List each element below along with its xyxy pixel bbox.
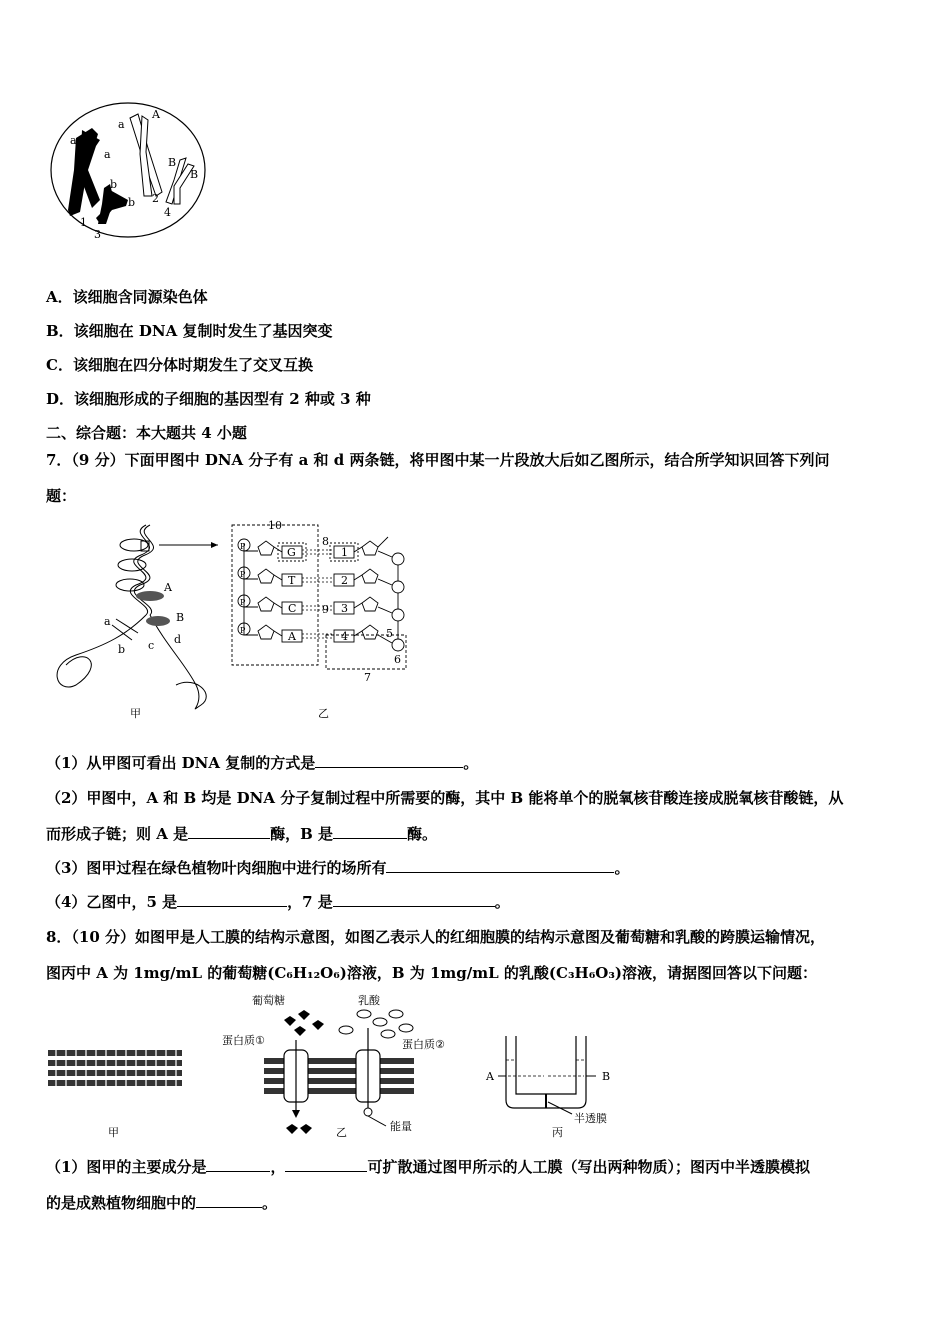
base-label: 4 <box>341 630 348 643</box>
membrane-figure <box>46 990 646 1140</box>
semipermeable-label: 半透膜 <box>574 1112 607 1125</box>
base-label: T <box>288 574 296 587</box>
q7-part2-line1: （2）甲图中，A 和 B 均是 DNA 分子复制过程中所需要的酶，其中 B 能将单个的脱氧核苷酸连接成脱氧核苷酸链，从 <box>46 789 844 807</box>
protein1-label: 蛋白质① <box>222 1034 265 1047</box>
base-label: G <box>287 546 296 559</box>
base-label: A <box>288 630 296 643</box>
answer-blank[interactable] <box>177 892 287 907</box>
fig-yi-caption: 乙 <box>336 1126 347 1139</box>
q7-part2-line2: 而形成子链；则 A 是 酶，B 是 酶。 <box>46 825 438 843</box>
phosphate-label: P <box>240 598 246 607</box>
cell-chromosome-figure <box>48 100 208 240</box>
cell-label: 3 <box>94 228 101 240</box>
protein2-label: 蛋白质② <box>402 1038 445 1051</box>
option-a: A．该细胞含同源染色体 <box>46 288 208 306</box>
yi-label: 8 <box>322 535 329 548</box>
yi-label: 6 <box>394 653 401 666</box>
phosphate-label: P <box>240 570 246 579</box>
yi-diagram <box>232 525 406 669</box>
answer-blank[interactable] <box>196 1193 262 1208</box>
cell-label: a <box>70 134 77 147</box>
answer-blank[interactable] <box>206 1157 270 1172</box>
phosphate-label: P <box>240 626 246 635</box>
jia-label: c <box>148 639 155 652</box>
jia-label: B <box>176 611 185 624</box>
base-label: C <box>288 602 297 615</box>
cell-label: 1 <box>80 216 87 229</box>
section-title: 二、综合题：本大题共 4 小题 <box>46 424 247 442</box>
cell-label: a <box>118 118 125 131</box>
q7-part4: （4）乙图中，5 是 ，7 是 。 <box>46 893 510 911</box>
phosphate-label: P <box>240 542 246 551</box>
answer-blank[interactable] <box>333 892 495 907</box>
cell-label: B <box>190 168 199 181</box>
q8-part1-line1: （1）图甲的主要成分是 ， 可扩散通过图甲所示的人工膜（写出两种物质）；图丙中半透膜模拟 <box>46 1158 810 1176</box>
cell-label: a <box>104 148 111 161</box>
glucose-label: 葡萄糖 <box>252 994 285 1007</box>
option-c: C．该细胞在四分体时期发生了交叉互换 <box>46 356 313 374</box>
base-label: 1 <box>341 546 348 559</box>
jia-label: A <box>164 581 172 594</box>
tube-a-label: A <box>486 1070 494 1083</box>
jia-membrane <box>48 1050 182 1086</box>
cell-label: 4 <box>164 206 171 219</box>
jia-caption: 甲 <box>130 707 141 720</box>
yi-label: 5 <box>386 627 393 640</box>
cell-label: 2 <box>152 192 159 205</box>
tube-b-label: B <box>602 1070 611 1083</box>
yi-caption: 乙 <box>318 707 329 720</box>
answer-blank[interactable] <box>315 753 463 768</box>
answer-blank[interactable] <box>285 1157 367 1172</box>
jia-label: b <box>118 643 126 656</box>
lactic-label: 乳酸 <box>358 994 380 1007</box>
q8-stem-line2: 图丙中 A 为 1mg/mL 的葡萄糖(C₆H₁₂O₆)溶液，B 为 1mg/mL 的乳酸(C₃H₆O₃)溶液，请据图回答以下问题： <box>46 964 817 982</box>
dna-replication-figure <box>46 515 416 725</box>
energy-label: 能量 <box>390 1120 412 1133</box>
yi-label: 7 <box>364 671 371 684</box>
u-tube <box>506 1036 586 1108</box>
jia-label: d <box>174 633 182 646</box>
q7-stem-line2: 题： <box>46 487 77 505</box>
cell-label: b <box>110 178 118 191</box>
cell-label: A <box>152 108 160 121</box>
base-label: 2 <box>341 574 348 587</box>
yi-label: 9 <box>322 603 329 616</box>
option-b: B．该细胞在 DNA 复制时发生了基因突变 <box>46 322 333 340</box>
answer-blank[interactable] <box>386 858 614 873</box>
answer-blank[interactable] <box>188 824 270 839</box>
q8-part1-line2: 的是成熟植物细胞中的 。 <box>46 1194 278 1212</box>
q7-part3: （3）图甲过程在绿色植物叶肉细胞中进行的场所有 。 <box>46 859 630 877</box>
fig-bing-caption: 丙 <box>552 1126 563 1139</box>
jia-label: a <box>104 615 111 628</box>
q7-part1: （1）从甲图可看出 DNA 复制的方式是 。 <box>46 754 479 772</box>
fig-jia-caption: 甲 <box>108 1126 119 1139</box>
answer-blank[interactable] <box>333 824 407 839</box>
q8-stem-line1: 8．（10 分）如图甲是人工膜的结构示意图，如图乙表示人的红细胞膜的结构示意图及葡萄糖和乳酸的跨膜运输情况， <box>46 928 826 946</box>
yi-label: 10 <box>268 519 282 532</box>
base-label: 3 <box>341 602 348 615</box>
cell-label: B <box>168 156 177 169</box>
cell-label: b <box>128 196 136 209</box>
option-d: D．该细胞形成的子细胞的基因型有 2 种或 3 种 <box>46 390 371 408</box>
q7-stem-line1: 7．（9 分）下面甲图中 DNA 分子有 a 和 d 两条链，将甲图中某一片段放大后如乙图所示，结合所学知识回答下列问 <box>46 451 830 469</box>
